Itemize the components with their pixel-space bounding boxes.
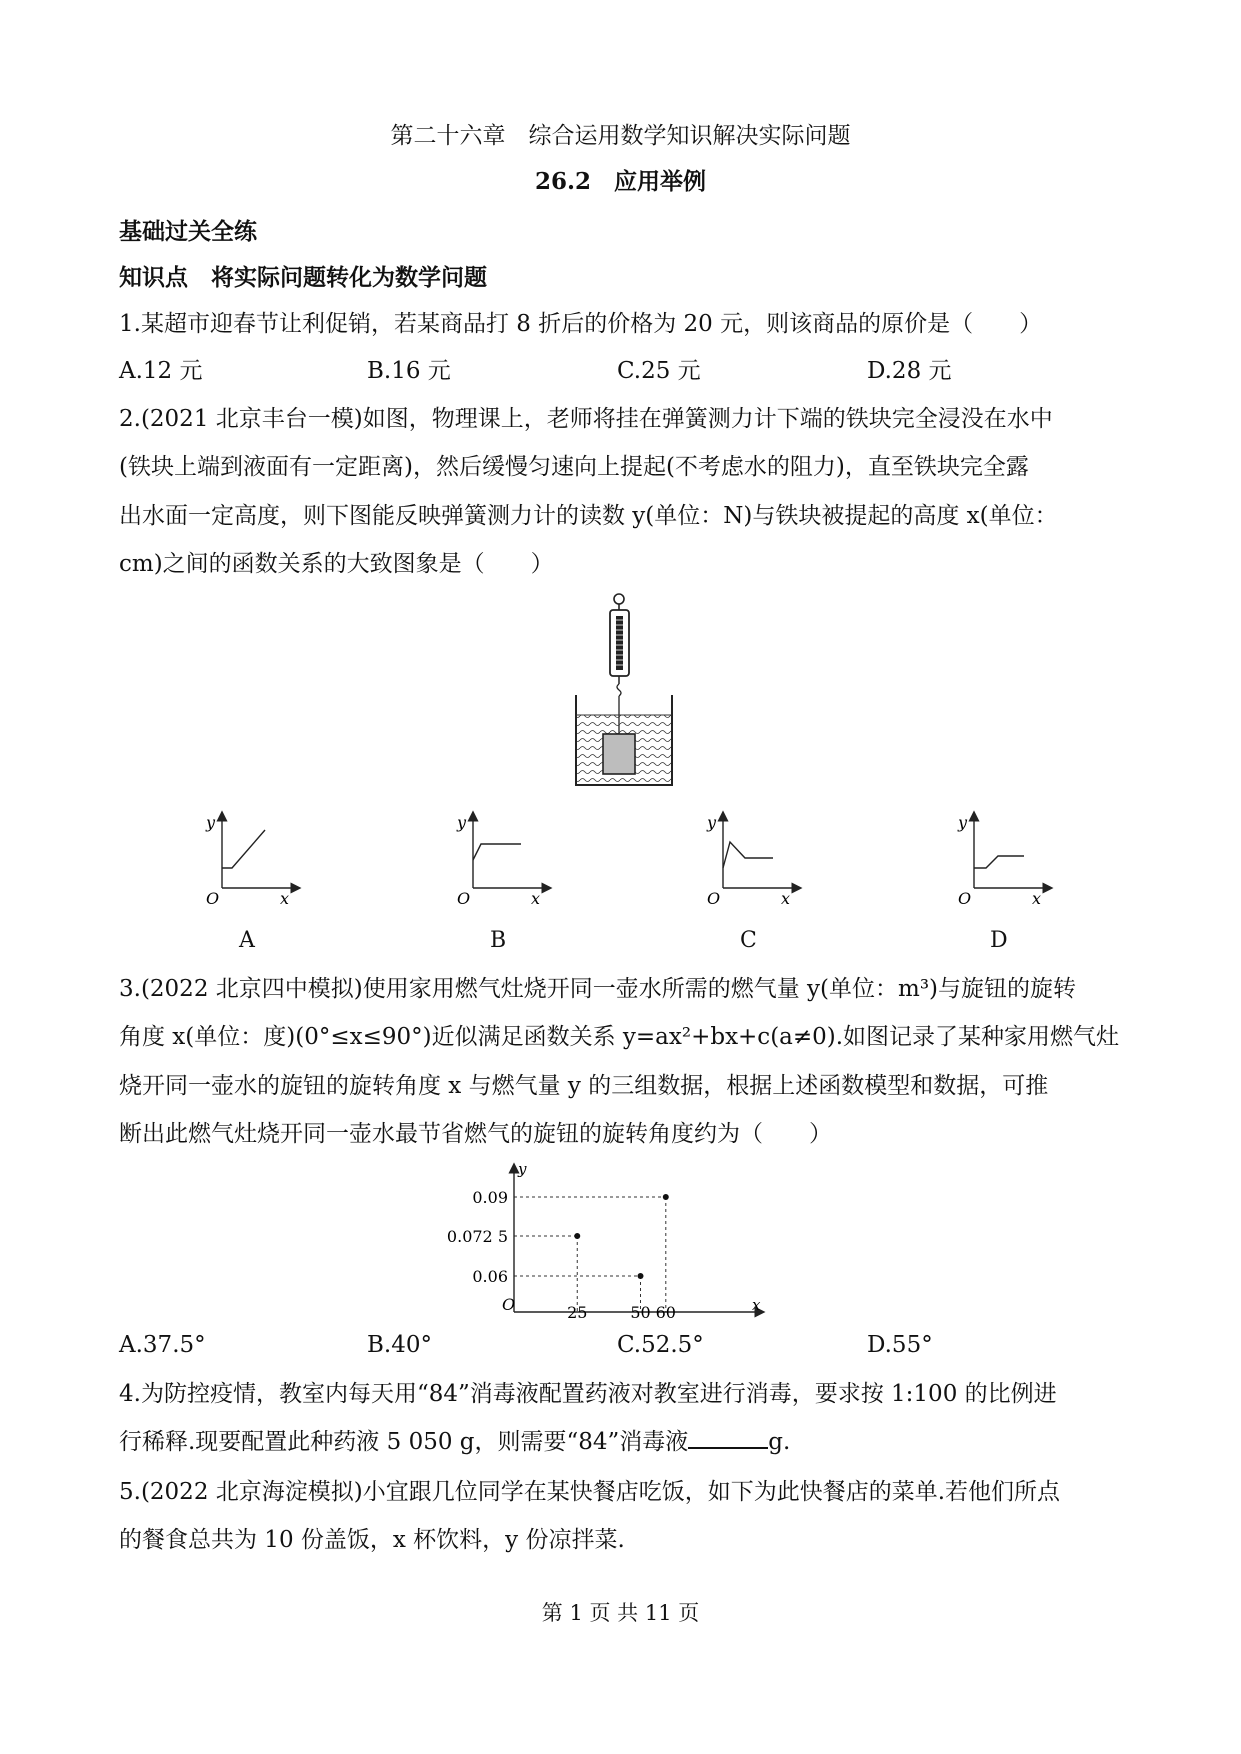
q3-line4: 断出此燃气灶烧开同一壶水最节省燃气的旋钮的旋转角度约为（ ） <box>119 1121 832 1147</box>
graph-d <box>952 806 1052 906</box>
gas-usage-chart <box>446 1160 770 1322</box>
q3-option-a: A.37.5° <box>119 1332 206 1358</box>
graph-c <box>701 806 801 906</box>
graph-d-label: D <box>990 928 1008 953</box>
q3-x-axis-label: x <box>752 1296 761 1314</box>
graph-d-origin: O <box>958 889 972 908</box>
spring-scale-illustration <box>570 592 680 790</box>
q2-line4: cm)之间的函数关系的大致图象是（ ） <box>119 551 554 577</box>
knowledge-heading: 知识点 将实际问题转化为数学问题 <box>119 264 487 291</box>
graph-d-y-label: y <box>958 813 968 832</box>
graph-c-origin: O <box>707 889 721 908</box>
q3-data-point <box>574 1233 580 1239</box>
q3-data-point <box>663 1194 669 1200</box>
q5-line1: 5.(2022 北京海淀模拟)小宜跟几位同学在某快餐店吃饭，如下为此快餐店的菜单.若他们所点 <box>119 1479 1061 1505</box>
q2-line3: 出水面一定高度，则下图能反映弹簧测力计的读数 y(单位：N)与铁块被提起的高度 x(单位： <box>119 503 1058 529</box>
chapter-title: 第二十六章 综合运用数学知识解决实际问题 <box>390 123 851 149</box>
q3-y-tick-label: 0.06 <box>472 1267 508 1286</box>
graph-a-x-label: x <box>280 889 290 908</box>
q4-line2-suffix: g. <box>768 1429 791 1455</box>
page-footer: 第 1 页 共 11 页 <box>541 1601 700 1625</box>
q1-option-c: C.25 元 <box>617 358 701 384</box>
q3-option-c: C.52.5° <box>617 1332 704 1358</box>
q4-line1: 4.为防控疫情，教室内每天用“84”消毒液配置药液对教室进行消毒，要求按 1:100 的比例进 <box>119 1381 1057 1407</box>
basic-heading: 基础过关全练 <box>119 218 257 245</box>
q1-text: 1.某超市迎春节让利促销，若某商品打 8 折后的价格为 20 元，则该商品的原价是（ ） <box>119 311 1043 337</box>
graph-a-y-label: y <box>206 813 216 832</box>
graph-b <box>451 806 551 906</box>
graph-b-label: B <box>490 928 507 953</box>
q3-data-point <box>638 1273 644 1279</box>
graph-c-x-label: x <box>781 889 791 908</box>
q3-x-tick-label: 25 <box>567 1303 588 1322</box>
graph-b-y-label: y <box>457 813 467 832</box>
q2-line2: (铁块上端到液面有一定距离)，然后缓慢匀速向上提起(不考虑水的阻力)，直至铁块完全露 <box>119 454 1029 480</box>
q3-line2: 角度 x(单位：度)(0°≤x≤90°)近似满足函数关系 y=ax²+bx+c(a≠0).如图记录了某种家用燃气灶 <box>119 1024 1120 1050</box>
q3-origin-label: O <box>502 1295 516 1314</box>
q3-y-tick-label: 0.09 <box>472 1188 508 1207</box>
q3-y-axis-label: y <box>518 1160 527 1178</box>
graph-a-label: A <box>239 928 255 953</box>
q4-answer-blank <box>688 1427 768 1449</box>
graph-d-x-label: x <box>1032 889 1042 908</box>
graph-c-y-label: y <box>707 813 717 832</box>
q5-line2: 的餐食总共为 10 份盖饭，x 杯饮料，y 份凉拌菜. <box>119 1527 625 1553</box>
q3-line1: 3.(2022 北京四中模拟)使用家用燃气灶烧开同一壶水所需的燃气量 y(单位：m³)与旋钮的旋转 <box>119 976 1077 1002</box>
q4-line2 <box>119 1426 790 1458</box>
q4-line2-prefix: 行稀释.现要配置此种药液 5 050 g，则需要“84”消毒液 <box>119 1429 689 1455</box>
graph-a <box>200 806 300 906</box>
graph-a-origin: O <box>206 889 220 908</box>
graph-c-label: C <box>740 928 757 953</box>
q3-option-b: B.40° <box>367 1332 432 1358</box>
q3-line3: 烧开同一壶水的旋钮的旋转角度 x 与燃气量 y 的三组数据，根据上述函数模型和数据，可推 <box>119 1073 1049 1099</box>
q3-x-tick-label: 60 <box>655 1303 676 1322</box>
q2-line1: 2.(2021 北京丰台一模)如图，物理课上，老师将挂在弹簧测力计下端的铁块完全浸没在水中 <box>119 406 1053 432</box>
graph-b-origin: O <box>457 889 471 908</box>
section-title: 26.2 应用举例 <box>534 168 707 195</box>
q3-option-d: D.55° <box>867 1332 933 1358</box>
q1-option-d: D.28 元 <box>867 358 952 384</box>
q1-option-a: A.12 元 <box>119 358 203 384</box>
q3-y-tick-label: 0.072 5 <box>446 1227 508 1246</box>
graph-b-x-label: x <box>531 889 541 908</box>
q1-option-b: B.16 元 <box>367 358 451 384</box>
q3-x-tick-label: 50 <box>630 1303 651 1322</box>
